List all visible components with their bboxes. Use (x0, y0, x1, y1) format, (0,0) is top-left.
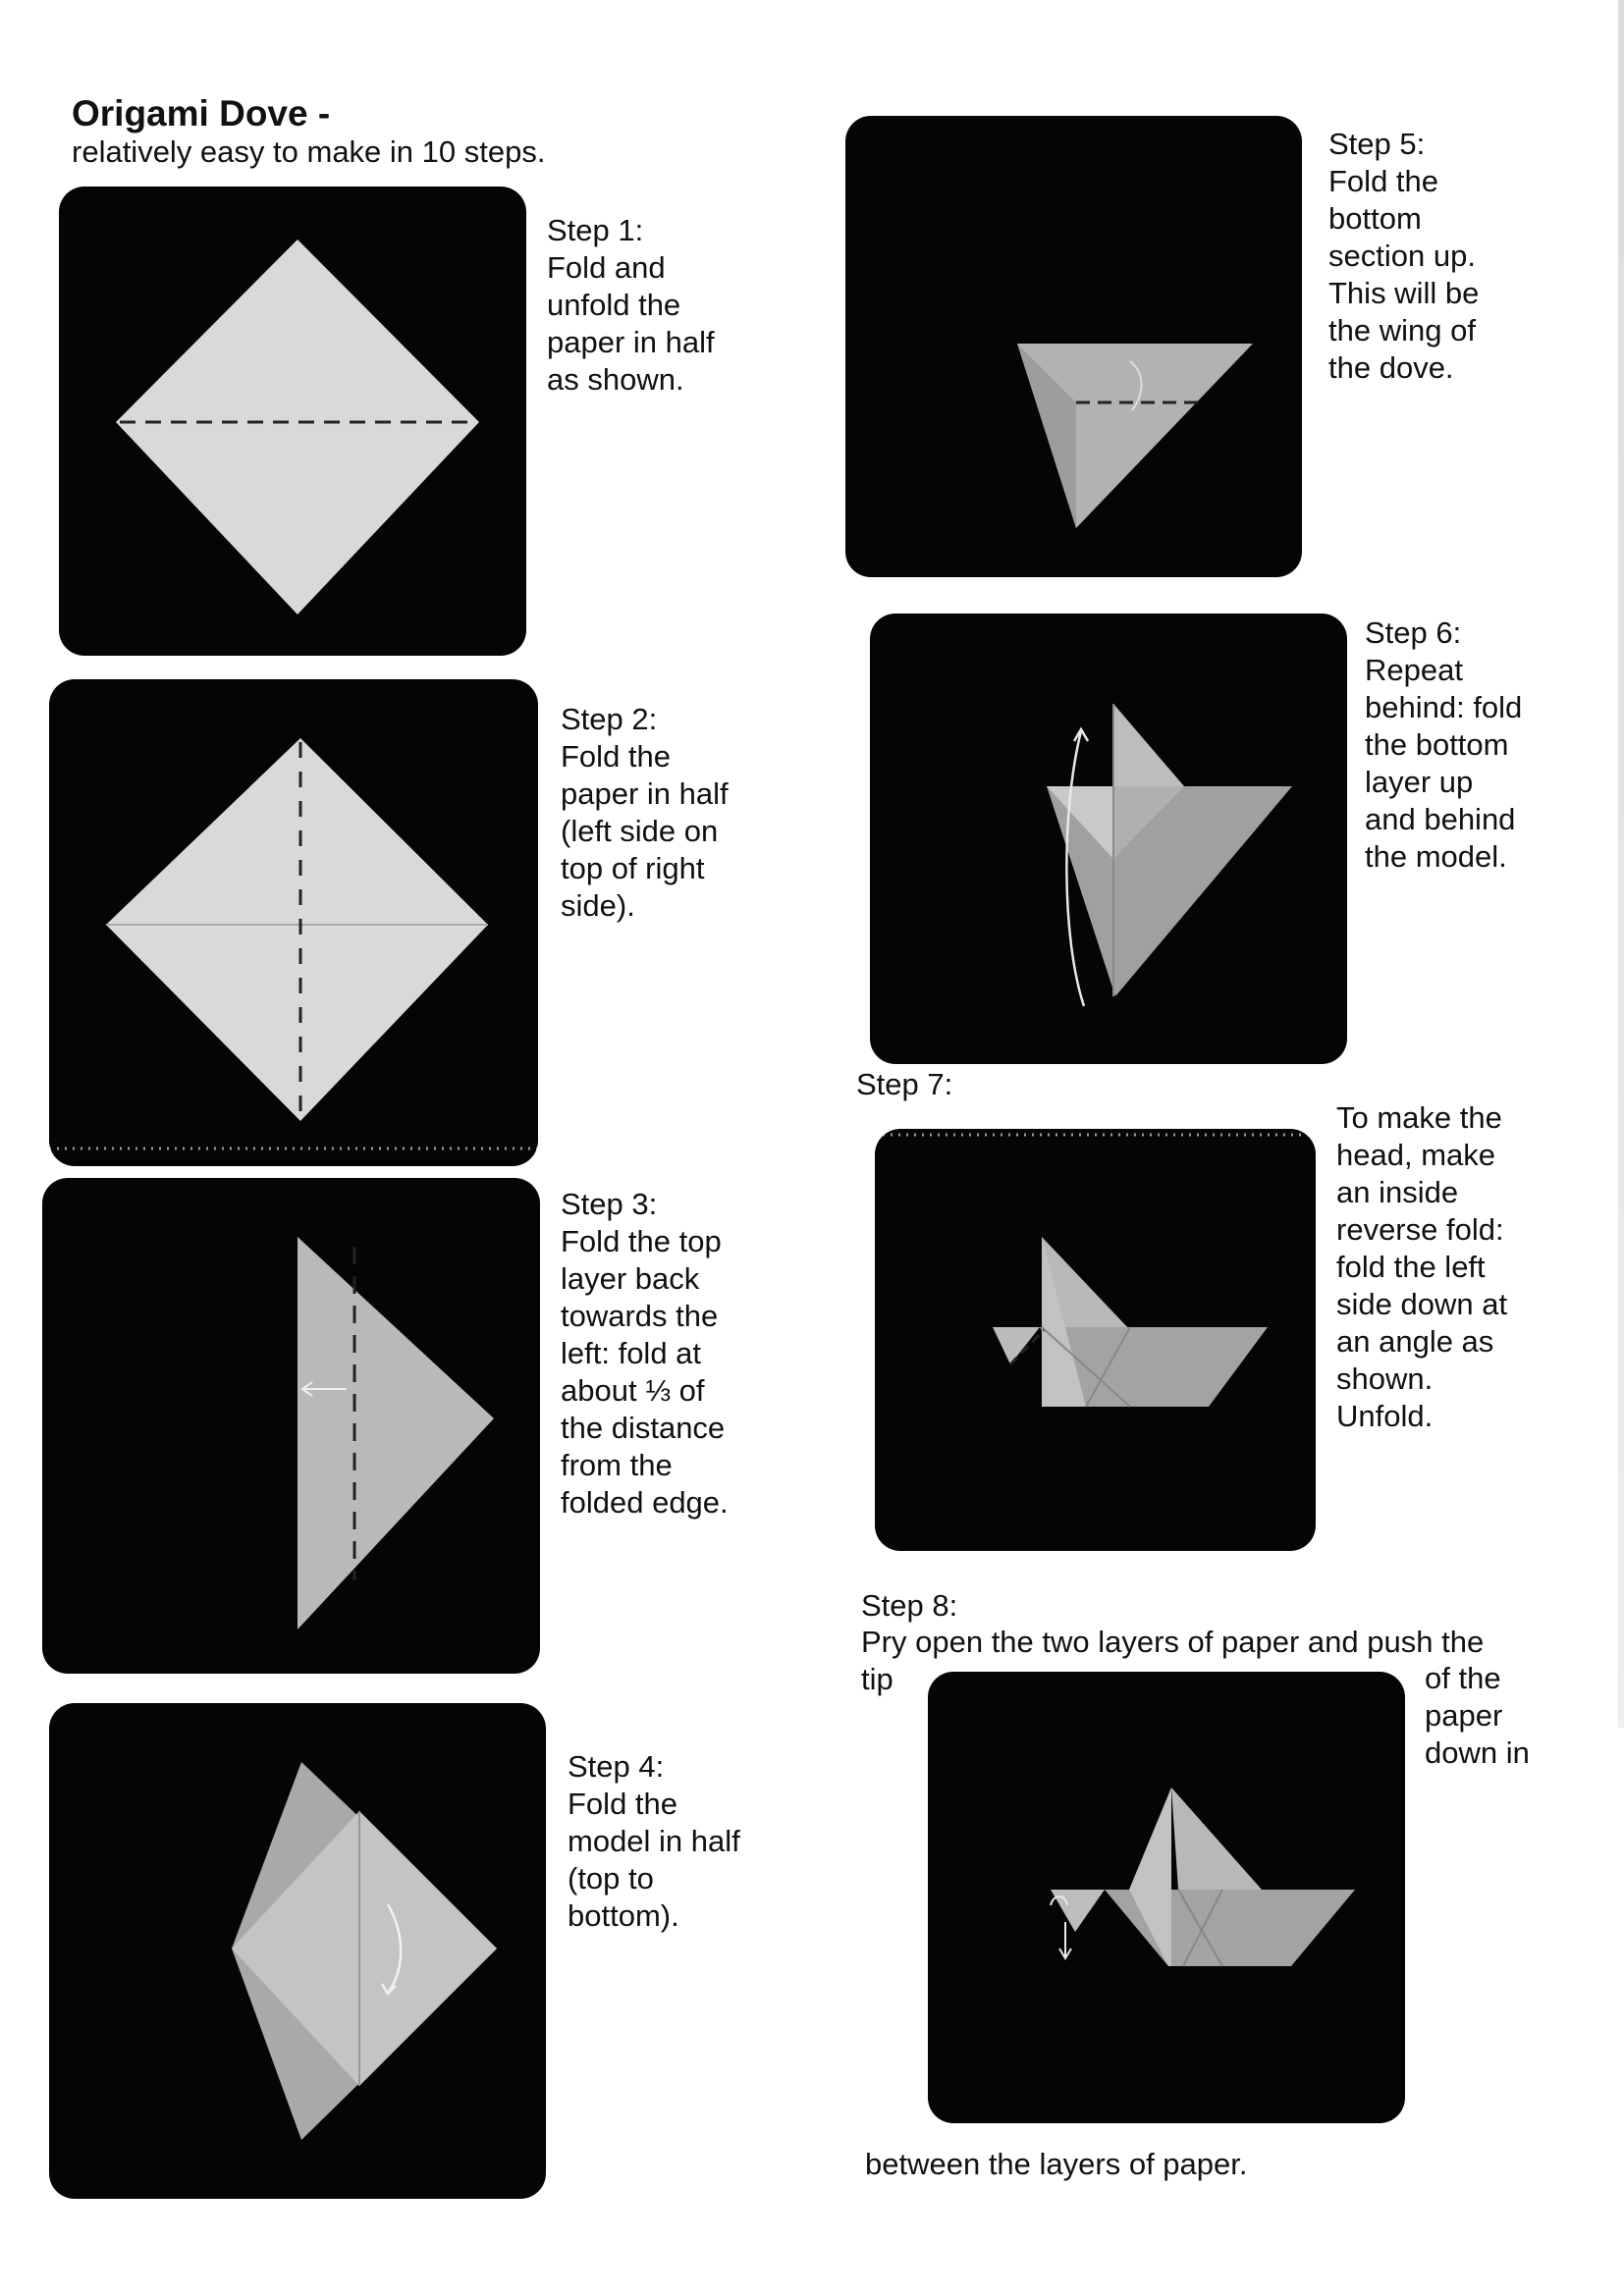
step-7-line: head, make (1336, 1138, 1495, 1172)
page-edge (1618, 0, 1624, 1728)
step-8-line: of the (1425, 1661, 1501, 1695)
step-7-line: reverse fold: (1336, 1212, 1504, 1247)
step-6-line: the bottom (1365, 727, 1509, 762)
step-7-line: fold the left (1336, 1250, 1486, 1284)
step-6-line: behind: fold (1365, 690, 1523, 724)
step-2-line: Fold the (561, 739, 672, 774)
step-6-photo (870, 614, 1347, 1064)
step-3-photo (42, 1178, 540, 1674)
step-6-line: and behind (1365, 802, 1516, 836)
step-2-photo (49, 679, 538, 1166)
document-subtitle: relatively easy to make in 10 steps. (72, 134, 546, 169)
step-6-line: Step 6: (1365, 615, 1462, 650)
step-3-line: towards the (561, 1299, 719, 1333)
step-1-line: as shown. (547, 362, 684, 397)
step-1-line: unfold the (547, 288, 681, 322)
step-4-line: Step 4: (568, 1749, 665, 1784)
step-5-line: This will be (1328, 276, 1480, 310)
step-6-line: Repeat (1365, 653, 1463, 687)
step-4-line: (top to (568, 1861, 654, 1896)
step-4-line: Fold the (568, 1787, 678, 1821)
step-3-line: left: fold at (561, 1336, 702, 1370)
step-5-photo (845, 116, 1302, 577)
step-7-line: an angle as (1336, 1324, 1494, 1359)
step-2-line: (left side on (561, 814, 719, 848)
step-8-ending: between the layers of paper. (865, 2147, 1248, 2181)
step-6-line: layer up (1365, 765, 1474, 799)
step-5-line: the wing of (1328, 313, 1476, 347)
step-1-line: paper in half (547, 325, 715, 359)
step-3-line: layer back (561, 1261, 700, 1296)
step-2-line: paper in half (561, 776, 729, 811)
step-3-caption (561, 1186, 729, 1522)
step-5-line: section up. (1328, 239, 1476, 273)
step-5-caption (1328, 126, 1479, 387)
step-5-line: the dove. (1328, 350, 1454, 385)
step-4-caption (568, 1748, 740, 1935)
step-1-photo (59, 187, 526, 656)
step-3-line: folded edge. (561, 1485, 729, 1520)
step-3-line: from the (561, 1448, 673, 1482)
step-1-line: Step 1: (547, 213, 644, 247)
step-8-photo (928, 1672, 1405, 2123)
step-8-heading: Step 8: (861, 1588, 958, 1623)
step-1-caption (547, 212, 715, 399)
step-7-line: Unfold. (1336, 1399, 1434, 1433)
step-7-photo (875, 1129, 1316, 1551)
step-8-side-text (1425, 1660, 1530, 1772)
step-5-line: bottom (1328, 201, 1422, 236)
step-7-line: To make the (1336, 1100, 1502, 1135)
step-7-caption (1336, 1099, 1507, 1435)
step-4-line: model in half (568, 1824, 740, 1858)
step-5-line: Fold the (1328, 164, 1439, 198)
step-7-line: side down at (1336, 1287, 1508, 1321)
document-title: Origami Dove - (72, 93, 331, 133)
step-8-tip: tip (861, 1662, 893, 1696)
step-5-line: Step 5: (1328, 127, 1426, 161)
step-7-line: shown. (1336, 1362, 1434, 1396)
step-3-line: Fold the top (561, 1224, 722, 1258)
step-8-line: down in (1425, 1735, 1530, 1770)
step-6-caption (1365, 614, 1522, 876)
step-2-line: side). (561, 888, 635, 923)
step-4-photo (49, 1703, 546, 2199)
step-3-line: Step 3: (561, 1187, 658, 1221)
step-2-line: top of right (561, 851, 705, 885)
step-2-line: Step 2: (561, 702, 658, 736)
step-2-caption (561, 701, 729, 925)
step-8-intro: Pry open the two layers of paper and push the (861, 1625, 1485, 1659)
step-1-line: Fold and (547, 250, 666, 285)
step-3-line: the distance (561, 1411, 726, 1445)
step-8-line: paper (1425, 1698, 1503, 1733)
step-3-line: about ⅓ of (561, 1373, 705, 1408)
step-6-line: the model. (1365, 839, 1507, 874)
step-7-heading: Step 7: (856, 1067, 953, 1101)
step-4-line: bottom). (568, 1898, 679, 1933)
step-7-line: an inside (1336, 1175, 1459, 1209)
